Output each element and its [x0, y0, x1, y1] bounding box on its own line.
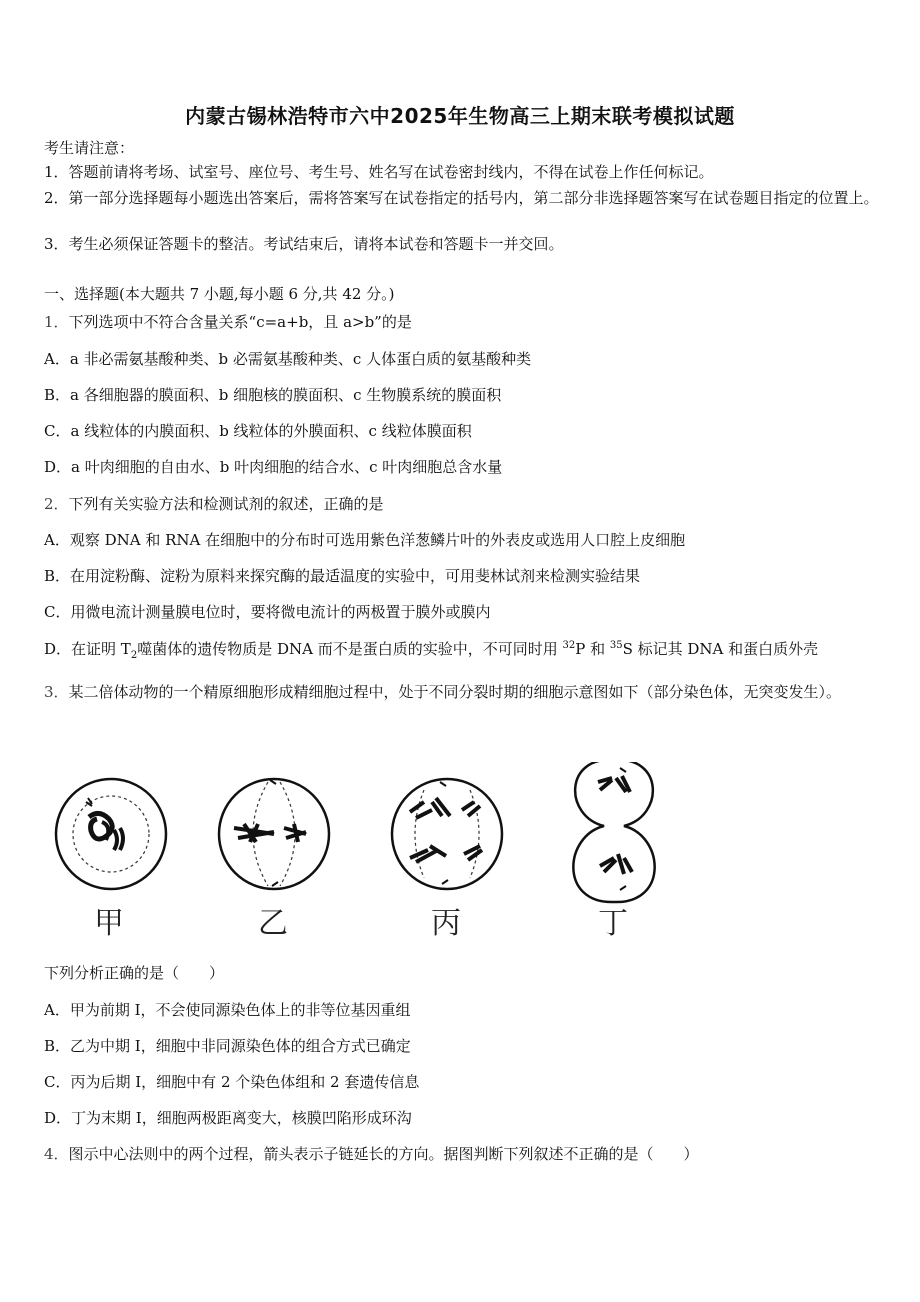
question-3-option-c[interactable]: C．丙为后期 I，细胞中有 2 个染色体组和 2 套遗传信息 — [44, 1073, 420, 1091]
cell-yi — [219, 779, 329, 889]
question-text: 图示中心法则中的两个过程，箭头表示子链延长的方向。据图判断下列叙述不正确的是（ ） — [68, 1145, 699, 1163]
question-text: 下列有关实验方法和检测试剂的叙述，正确的是 — [68, 495, 384, 513]
question-3-option-b[interactable]: B．乙为中期 I，细胞中非同源染色体的组合方式已确定 — [44, 1037, 411, 1055]
question-2-option-c[interactable]: C．用微电流计测量膜电位时，要将微电流计的两极置于膜外或膜内 — [44, 603, 491, 621]
cell-jia — [56, 779, 166, 889]
question-2-option-a[interactable]: A．观察 DNA 和 RNA 在细胞中的分布时可选用紫色洋葱鳞片叶的外表皮或选用人口腔上皮细胞 — [44, 531, 686, 549]
cell-diagrams — [44, 762, 684, 947]
notice-item-2: 2．第一部分选择题每小题选出答案后，需将答案写在试卷指定的括号内，第二部分非选择题答案写在试卷题目指定的位置上。 — [44, 189, 879, 207]
cell-label-yi: 乙 — [258, 906, 288, 941]
option-text: D．在证明 T — [44, 640, 131, 658]
question-2-stem — [44, 494, 880, 514]
option-text: 噬菌体的遗传物质是 DNA 而不是蛋白质的实验中，不可同时用 — [137, 640, 563, 658]
question-3-option-a[interactable]: A．甲为前期 I，不会使同源染色体上的非等位基因重组 — [44, 1001, 411, 1019]
question-2-option-b[interactable]: B．在用淀粉酶、淀粉为原料来探究酶的最适温度的实验中，可用斐林试剂来检测实验结果 — [44, 567, 641, 585]
cell-label-bing: 丙 — [431, 906, 461, 941]
question-1-option-b[interactable]: B．a 各细胞器的膜面积、b 细胞核的膜面积、c 生物膜系统的膜面积 — [44, 386, 502, 404]
cell-division-figure — [44, 762, 684, 947]
section-heading: 一、选择题(本大题共 7 小题,每小题 6 分,共 42 分。) — [44, 285, 395, 303]
cell-label-jia: 甲 — [94, 906, 124, 941]
question-1-option-a[interactable]: A．a 非必需氨基酸种类、b 必需氨基酸种类、c 人体蛋白质的氨基酸种类 — [44, 350, 532, 368]
cell-label-ding: 丁 — [598, 906, 628, 941]
option-text: P 和 — [575, 640, 610, 658]
cell-ding — [564, 762, 660, 902]
question-2-option-d[interactable] — [44, 639, 880, 659]
question-3-stem — [44, 675, 880, 709]
question-3-prompt: 下列分析正确的是（ ） — [44, 964, 225, 982]
question-1-stem — [44, 312, 880, 332]
notice-heading: 考生请注意： — [44, 139, 135, 157]
question-number: 1． — [44, 313, 69, 331]
superscript: 32 — [562, 640, 576, 651]
notice-item-3: 3．考生必须保证答题卡的整洁。考试结束后，请将本试卷和答题卡一并交回。 — [44, 235, 564, 253]
question-text: 某二倍体动物的一个精原细胞形成精细胞过程中，处于不同分裂时期的细胞示意图如下（部分染色体，无突变发生）。 — [68, 683, 842, 701]
notice-item-1: 1．答题前请将考场、试室号、座位号、考生号、姓名写在试卷密封线内，不得在试卷上作任何标记。 — [44, 163, 714, 181]
question-4-stem — [44, 1144, 880, 1164]
question-1-option-d[interactable]: D．a 叶肉细胞的自由水、b 叶肉细胞的结合水、c 叶肉细胞总含水量 — [44, 458, 503, 476]
subscript: 2 — [130, 650, 138, 661]
question-number: 2． — [44, 495, 69, 513]
question-number: 3． — [44, 683, 69, 701]
superscript: 35 — [609, 640, 623, 651]
page-title: 内蒙古锡林浩特市六中2025年生物高三上期末联考模拟试题 — [185, 104, 735, 128]
cell-bing — [392, 779, 502, 889]
question-3-option-d[interactable]: D．丁为末期 I，细胞两极距离变大，核膜凹陷形成环沟 — [44, 1109, 412, 1127]
question-text: 下列选项中不符合含量关系“c=a+b，且 a>b”的是 — [68, 313, 412, 331]
option-text: S 标记其 DNA 和蛋白质外壳 — [622, 640, 819, 658]
question-number: 4． — [44, 1145, 69, 1163]
question-1-option-c[interactable]: C．a 线粒体的内膜面积、b 线粒体的外膜面积、c 线粒体膜面积 — [44, 422, 472, 440]
